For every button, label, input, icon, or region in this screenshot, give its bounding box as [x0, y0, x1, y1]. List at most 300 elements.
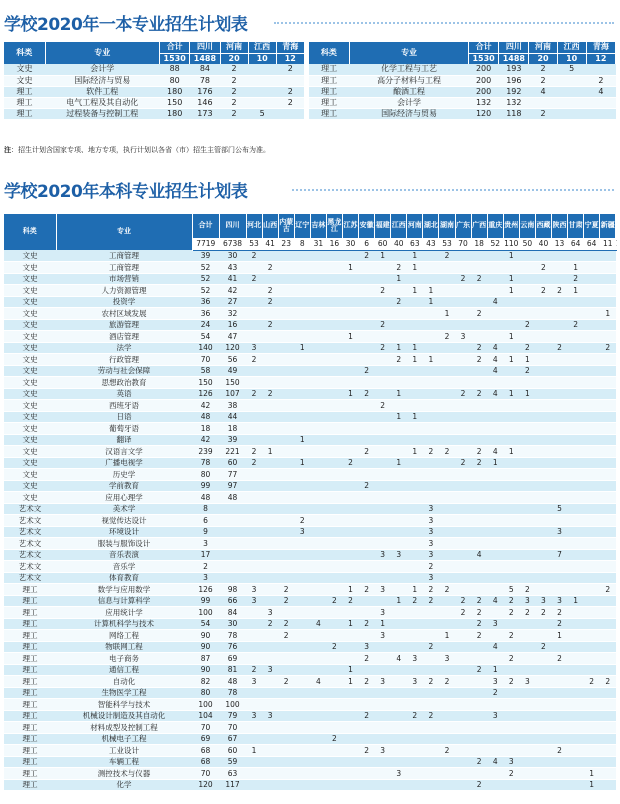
total-jiangxi: 10	[248, 53, 276, 64]
count-cell	[586, 64, 615, 75]
count-cell	[568, 607, 584, 619]
count-cell	[294, 779, 310, 791]
count-cell: 2	[278, 630, 294, 642]
count-cell	[455, 745, 471, 757]
count-cell	[439, 710, 455, 722]
count-cell	[503, 515, 519, 527]
count-cell: 1	[407, 250, 423, 262]
count-cell: 59	[219, 756, 246, 768]
count-cell: 2	[455, 388, 471, 400]
count-cell	[503, 492, 519, 504]
count-cell: 56	[219, 354, 246, 366]
count-cell: 1	[600, 308, 616, 320]
count-cell	[487, 779, 503, 791]
table-row	[4, 584, 616, 596]
count-cell	[529, 97, 557, 108]
count-cell	[455, 515, 471, 527]
count-cell	[439, 607, 455, 619]
count-cell	[423, 733, 439, 745]
count-cell	[586, 97, 615, 108]
count-cell	[407, 618, 423, 630]
count-cell: 1	[407, 446, 423, 458]
count-cell	[600, 641, 616, 653]
count-cell: 2	[359, 584, 375, 596]
count-cell	[375, 779, 391, 791]
count-cell	[600, 400, 616, 412]
count-cell	[359, 411, 375, 423]
count-cell	[519, 411, 535, 423]
count-cell: 18	[192, 423, 219, 435]
count-cell	[310, 331, 326, 343]
count-cell	[278, 549, 294, 561]
count-cell	[455, 377, 471, 389]
count-cell	[584, 745, 600, 757]
count-cell: 52	[192, 285, 219, 297]
count-cell	[600, 549, 616, 561]
count-cell	[326, 676, 342, 688]
count-cell	[278, 469, 294, 481]
count-cell	[471, 480, 487, 492]
count-cell	[487, 538, 503, 550]
count-cell	[584, 388, 600, 400]
count-cell: 2	[220, 97, 248, 108]
total-cell: 50	[519, 238, 535, 250]
count-cell	[375, 687, 391, 699]
count-cell	[487, 653, 503, 665]
header-jiangxi: 江西	[557, 42, 586, 53]
count-cell: 2	[519, 365, 535, 377]
count-cell	[423, 687, 439, 699]
count-cell: 2	[519, 342, 535, 354]
count-cell: 3	[551, 595, 567, 607]
count-cell	[342, 469, 358, 481]
count-cell	[278, 538, 294, 550]
count-cell	[519, 250, 535, 262]
count-cell: 1	[407, 262, 423, 274]
count-cell	[359, 664, 375, 676]
count-cell: 2	[391, 354, 407, 366]
count-cell: 2	[471, 273, 487, 285]
count-cell	[439, 457, 455, 469]
count-cell	[600, 492, 616, 504]
count-cell	[359, 549, 375, 561]
count-cell: 2	[276, 64, 304, 75]
count-cell	[342, 503, 358, 515]
count-cell: 4	[487, 446, 503, 458]
category-cell: 文史	[4, 319, 56, 331]
count-cell: 39	[219, 434, 246, 446]
count-cell	[455, 630, 471, 642]
count-cell: 2	[326, 641, 342, 653]
major-cell: 环境设计	[56, 526, 192, 538]
count-cell: 2	[262, 319, 278, 331]
count-cell: 1	[262, 446, 278, 458]
count-cell	[487, 319, 503, 331]
count-cell	[439, 365, 455, 377]
count-cell	[326, 319, 342, 331]
count-cell	[342, 342, 358, 354]
count-cell	[600, 722, 616, 734]
count-cell	[503, 745, 519, 757]
count-cell: 2	[326, 733, 342, 745]
major-cell: 化学工程与工艺	[350, 64, 469, 75]
count-cell	[455, 446, 471, 458]
count-cell	[342, 365, 358, 377]
major-cell: 市场营销	[56, 273, 192, 285]
count-cell	[471, 561, 487, 573]
count-cell: 4	[487, 342, 503, 354]
count-cell	[519, 515, 535, 527]
count-cell	[503, 779, 519, 791]
count-cell: 42	[219, 285, 246, 297]
count-cell: 1	[568, 285, 584, 297]
table-row	[4, 434, 616, 446]
count-cell	[600, 285, 616, 297]
count-cell: 38	[219, 400, 246, 412]
count-cell: 2	[342, 457, 358, 469]
count-cell	[391, 584, 407, 596]
count-cell	[219, 515, 246, 527]
count-cell: 3	[423, 549, 439, 561]
count-cell	[503, 342, 519, 354]
count-cell	[551, 538, 567, 550]
count-cell	[262, 342, 278, 354]
table-row	[4, 664, 616, 676]
category-cell: 理工	[4, 641, 56, 653]
count-cell: 2	[294, 515, 310, 527]
table-row	[4, 641, 616, 653]
count-cell	[246, 411, 262, 423]
count-cell	[246, 722, 262, 734]
table-row	[4, 653, 616, 665]
count-cell: 1	[342, 664, 358, 676]
count-cell	[342, 377, 358, 389]
count-cell: 2	[375, 400, 391, 412]
count-cell	[407, 400, 423, 412]
header-province: 云南	[519, 214, 535, 238]
count-cell	[503, 526, 519, 538]
count-cell: 32	[219, 308, 246, 320]
count-cell	[310, 308, 326, 320]
count-cell	[439, 434, 455, 446]
count-cell	[503, 296, 519, 308]
count-cell	[519, 469, 535, 481]
count-cell	[310, 250, 326, 262]
count-cell	[455, 538, 471, 550]
count-cell	[294, 365, 310, 377]
count-cell: 1	[407, 342, 423, 354]
header-province: 广西	[471, 214, 487, 238]
count-cell	[310, 768, 326, 780]
count-cell	[246, 526, 262, 538]
count-cell: 3	[423, 515, 439, 527]
header-province: 山西	[262, 214, 278, 238]
count-cell	[407, 526, 423, 538]
count-cell: 2	[439, 331, 455, 343]
count-cell: 1	[503, 354, 519, 366]
count-cell	[600, 618, 616, 630]
header-total: 合计	[160, 42, 190, 53]
count-cell: 2	[407, 595, 423, 607]
count-cell	[568, 768, 584, 780]
count-cell	[600, 768, 616, 780]
count-cell	[455, 618, 471, 630]
count-cell	[310, 262, 326, 274]
count-cell: 5	[551, 503, 567, 515]
count-cell	[455, 296, 471, 308]
count-cell: 54	[192, 331, 219, 343]
count-cell	[294, 722, 310, 734]
count-cell	[584, 262, 600, 274]
count-cell	[278, 342, 294, 354]
count-cell	[439, 664, 455, 676]
major-cell: 美术学	[56, 503, 192, 515]
count-cell	[391, 538, 407, 550]
count-cell	[568, 572, 584, 584]
count-cell	[551, 733, 567, 745]
major-cell: 工商管理	[56, 262, 192, 274]
count-cell	[487, 411, 503, 423]
count-cell: 2	[439, 250, 455, 262]
count-cell: 98	[219, 584, 246, 596]
count-cell	[359, 354, 375, 366]
major-cell: 思想政治教育	[56, 377, 192, 389]
count-cell	[455, 561, 471, 573]
count-cell	[568, 561, 584, 573]
table-row	[4, 400, 616, 412]
count-cell: 68	[192, 756, 219, 768]
count-cell: 2	[423, 676, 439, 688]
count-cell: 99	[192, 480, 219, 492]
count-cell	[423, 699, 439, 711]
count-cell	[551, 446, 567, 458]
count-cell: 3	[262, 664, 278, 676]
count-cell	[294, 549, 310, 561]
count-cell: 54	[192, 618, 219, 630]
count-cell: 2	[423, 584, 439, 596]
count-cell	[359, 492, 375, 504]
count-cell	[471, 710, 487, 722]
count-cell	[326, 285, 342, 297]
major-cell: 软件工程	[45, 86, 160, 97]
count-cell: 18	[219, 423, 246, 435]
count-cell	[246, 262, 262, 274]
category-cell: 文史	[4, 492, 56, 504]
major-cell: 酿酒工程	[350, 86, 469, 97]
count-cell: 3	[439, 653, 455, 665]
count-cell	[262, 779, 278, 791]
count-cell	[584, 457, 600, 469]
table-row	[4, 756, 616, 768]
count-cell	[310, 607, 326, 619]
count-cell	[503, 618, 519, 630]
count-cell	[278, 365, 294, 377]
count-cell	[439, 515, 455, 527]
count-cell	[487, 423, 503, 435]
count-cell	[551, 768, 567, 780]
count-cell: 88	[160, 64, 190, 75]
major-cell: 生物医学工程	[56, 687, 192, 699]
count-cell	[391, 526, 407, 538]
table-row	[4, 607, 616, 619]
count-cell	[557, 75, 586, 86]
table-row	[4, 687, 616, 699]
count-cell	[375, 538, 391, 550]
count-cell: 1	[342, 618, 358, 630]
count-cell	[262, 630, 278, 642]
count-cell: 2	[471, 664, 487, 676]
count-cell: 2	[246, 250, 262, 262]
count-cell	[487, 515, 503, 527]
count-cell	[551, 699, 567, 711]
major-cell: 会计学	[45, 64, 160, 75]
count-cell	[557, 86, 586, 97]
count-cell	[391, 756, 407, 768]
major-cell: 音乐表演	[56, 549, 192, 561]
count-cell	[439, 699, 455, 711]
count-cell: 5	[557, 64, 586, 75]
count-cell	[326, 699, 342, 711]
count-cell: 4	[310, 618, 326, 630]
count-cell	[278, 768, 294, 780]
count-cell	[375, 710, 391, 722]
count-cell: 120	[192, 779, 219, 791]
count-cell: 47	[219, 331, 246, 343]
count-cell	[391, 331, 407, 343]
count-cell	[391, 687, 407, 699]
header-major: 专业	[56, 214, 192, 250]
count-cell	[535, 676, 551, 688]
count-cell	[326, 446, 342, 458]
table-row	[4, 779, 616, 791]
count-cell	[568, 469, 584, 481]
count-cell	[310, 584, 326, 596]
count-cell	[342, 400, 358, 412]
count-cell: 2	[359, 446, 375, 458]
count-cell: 3	[375, 745, 391, 757]
count-cell	[359, 733, 375, 745]
category-cell: 文史	[4, 308, 56, 320]
count-cell: 2	[551, 342, 567, 354]
count-cell: 1	[342, 584, 358, 596]
major-cell: 电气工程及其自动化	[45, 97, 160, 108]
count-cell	[294, 733, 310, 745]
count-cell: 2	[359, 250, 375, 262]
count-cell	[423, 319, 439, 331]
count-cell: 90	[192, 664, 219, 676]
major-cell: 高分子材料与工程	[350, 75, 469, 86]
count-cell: 2	[471, 388, 487, 400]
count-cell	[342, 607, 358, 619]
count-cell	[439, 733, 455, 745]
count-cell: 3	[294, 526, 310, 538]
header-province: 新疆	[600, 214, 616, 238]
total-cell: 41	[262, 238, 278, 250]
count-cell: 2	[568, 273, 584, 285]
count-cell	[487, 572, 503, 584]
count-cell: 4	[586, 86, 615, 97]
count-cell	[439, 273, 455, 285]
count-cell: 2	[375, 285, 391, 297]
count-cell	[326, 653, 342, 665]
count-cell	[600, 664, 616, 676]
count-cell	[246, 400, 262, 412]
count-cell	[471, 515, 487, 527]
count-cell	[584, 756, 600, 768]
count-cell: 30	[219, 618, 246, 630]
count-cell: 2	[503, 607, 519, 619]
count-cell: 2	[423, 595, 439, 607]
count-cell: 3	[519, 676, 535, 688]
table-row	[4, 722, 616, 734]
count-cell	[584, 342, 600, 354]
count-cell: 2	[600, 676, 616, 688]
count-cell: 3	[375, 607, 391, 619]
count-cell	[326, 538, 342, 550]
count-cell	[278, 607, 294, 619]
count-cell: 1	[503, 446, 519, 458]
count-cell	[262, 745, 278, 757]
count-cell	[503, 538, 519, 550]
major-cell: 数学与应用数学	[56, 584, 192, 596]
count-cell	[600, 457, 616, 469]
count-cell	[310, 285, 326, 297]
count-cell	[391, 365, 407, 377]
count-cell	[551, 492, 567, 504]
header-category: 科类	[4, 214, 56, 250]
count-cell	[535, 549, 551, 561]
count-cell: 2	[246, 457, 262, 469]
table-row	[4, 618, 616, 630]
total-cell: 43	[423, 238, 439, 250]
count-cell	[584, 377, 600, 389]
count-cell	[423, 400, 439, 412]
count-cell	[568, 354, 584, 366]
count-cell	[584, 526, 600, 538]
count-cell	[568, 549, 584, 561]
count-cell	[600, 561, 616, 573]
count-cell: 1	[391, 457, 407, 469]
count-cell: 2	[342, 595, 358, 607]
count-cell	[439, 641, 455, 653]
header-category: 科类	[309, 42, 350, 64]
count-cell	[584, 296, 600, 308]
count-cell	[391, 676, 407, 688]
category-cell: 理工	[309, 86, 350, 97]
total-cell: 11	[600, 238, 616, 250]
count-cell	[551, 400, 567, 412]
header-province: 合计	[192, 214, 219, 238]
major-cell: 网络工程	[56, 630, 192, 642]
count-cell	[326, 492, 342, 504]
total-cell: 23	[278, 238, 294, 250]
count-cell	[423, 457, 439, 469]
count-cell	[359, 423, 375, 435]
count-cell	[455, 480, 471, 492]
count-cell	[519, 664, 535, 676]
count-cell	[391, 515, 407, 527]
page-title-first-tier: 学校2020年一本专业招生计划表	[4, 15, 248, 35]
count-cell	[310, 354, 326, 366]
count-cell	[439, 354, 455, 366]
category-cell: 理工	[4, 710, 56, 722]
count-cell: 1	[294, 457, 310, 469]
count-cell	[278, 273, 294, 285]
count-cell: 1	[294, 342, 310, 354]
count-cell	[535, 710, 551, 722]
count-cell	[503, 480, 519, 492]
count-cell	[278, 733, 294, 745]
